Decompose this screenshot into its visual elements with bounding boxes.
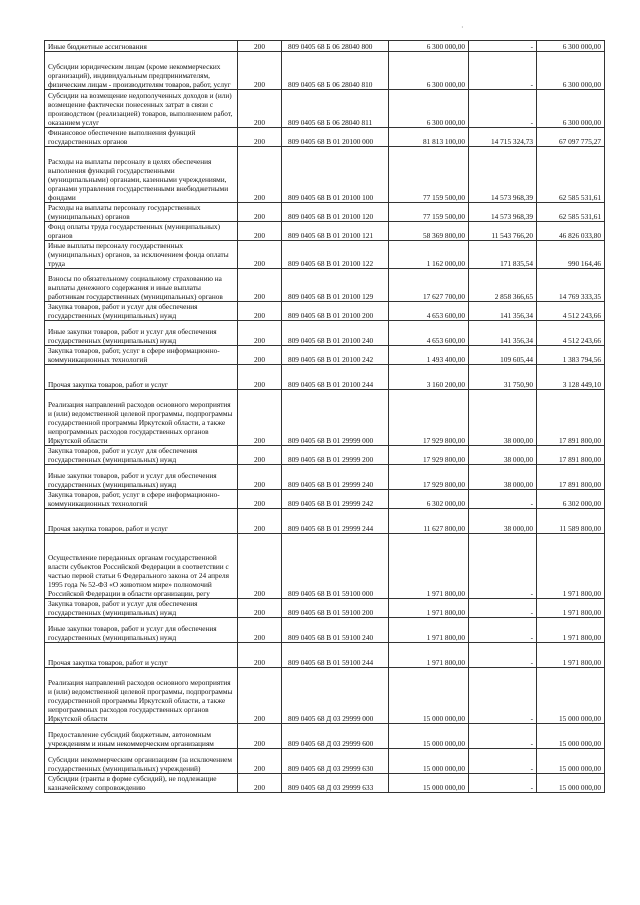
table-row: [45, 52, 605, 90]
row-amount-approved: 1 493 400,00: [389, 346, 469, 365]
row-classification: 809 0405 68 В 01 20100 240: [282, 321, 389, 346]
row-name: Закупка товаров, работ и услуг для обеспечения государственных (муниципальных) нужд: [45, 599, 238, 618]
row-name: Реализация направлений расходов основного мероприятия и (или) ведомственной целевой программы, подпрограммы государственной программы Иркутской области, а также непрограммных расходов государственных органов Иркутской области: [45, 390, 238, 446]
row-code: 200: [238, 269, 282, 302]
table-row: [45, 724, 605, 749]
row-amount-executed: 109 605,44: [469, 346, 537, 365]
row-amount-executed: -: [469, 618, 537, 643]
row-code: 200: [238, 465, 282, 490]
table-row: [45, 241, 605, 269]
row-classification: 809 0405 68 В 01 20100 244: [282, 365, 389, 390]
row-amount-remaining: 3 128 449,10: [537, 365, 605, 390]
row-amount-remaining: 990 164,46: [537, 241, 605, 269]
row-name: Субсидии юридическим лицам (кроме некоммерческих организаций), индивидуальным предпринимателям, физическим лицам - производителям товаров, работ, услуг: [45, 52, 238, 90]
row-name: Субсидии (гранты в форме субсидий), не подлежащие казначейскому сопровождению: [45, 774, 238, 793]
row-code: 200: [238, 534, 282, 599]
row-name: Прочая закупка товаров, работ и услуг: [45, 365, 238, 390]
row-code: 200: [238, 618, 282, 643]
row-classification: 809 0405 68 В 01 20100 200: [282, 302, 389, 321]
row-amount-remaining: 62 585 531,61: [537, 147, 605, 203]
row-amount-approved: 81 813 100,00: [389, 128, 469, 147]
row-amount-approved: 15 000 000,00: [389, 724, 469, 749]
table-row: [45, 774, 605, 793]
row-amount-executed: -: [469, 52, 537, 90]
row-amount-remaining: 6 302 000,00: [537, 490, 605, 509]
row-name: Реализация направлений расходов основного мероприятия и (или) ведомственной целевой программы, подпрограммы государственной программы Иркутской области, а также непрограммных расходов государственных органов Иркутской области: [45, 668, 238, 724]
row-amount-approved: 77 159 500,00: [389, 147, 469, 203]
row-code: 200: [238, 302, 282, 321]
row-amount-executed: 141 356,34: [469, 302, 537, 321]
table-row: [45, 365, 605, 390]
row-amount-approved: 6 300 000,00: [389, 41, 469, 52]
row-code: 200: [238, 41, 282, 52]
row-name: Расходы на выплаты персоналу государственных (муниципальных) органов: [45, 203, 238, 222]
row-amount-executed: 14 573 968,39: [469, 147, 537, 203]
row-name: Прочая закупка товаров, работ и услуг: [45, 509, 238, 534]
row-name: Осуществление переданных органам государственной власти субъектов Российской Федерации в соответствии с частью первой статьи 6 Федерального закона от 24 апреля 1995 года № 52-ФЗ «О животном мире» полномочий Российской Федерации в области организации, регу: [45, 534, 238, 599]
row-amount-remaining: 17 891 800,00: [537, 465, 605, 490]
row-amount-approved: 15 000 000,00: [389, 749, 469, 774]
row-amount-executed: 31 750,90: [469, 365, 537, 390]
row-amount-approved: 1 971 800,00: [389, 534, 469, 599]
row-name: Фонд оплаты труда государственных (муниципальных) органов: [45, 222, 238, 241]
table-row: [45, 618, 605, 643]
row-amount-executed: 14 715 324,73: [469, 128, 537, 147]
row-classification: 809 0405 68 В 01 59100 240: [282, 618, 389, 643]
row-classification: 809 0405 68 Б 06 28040 811: [282, 90, 389, 128]
table-row: [45, 222, 605, 241]
row-classification: 809 0405 68 Д 03 29999 000: [282, 668, 389, 724]
row-name: Иные закупки товаров, работ и услуг для обеспечения государственных (муниципальных) нужд: [45, 618, 238, 643]
row-amount-approved: 15 000 000,00: [389, 668, 469, 724]
row-amount-remaining: 1 971 800,00: [537, 643, 605, 668]
row-classification: 809 0405 68 В 01 29999 242: [282, 490, 389, 509]
row-amount-remaining: 17 891 800,00: [537, 390, 605, 446]
row-amount-approved: 1 971 800,00: [389, 643, 469, 668]
row-classification: 809 0405 68 В 01 29999 240: [282, 465, 389, 490]
row-amount-approved: 17 929 800,00: [389, 446, 469, 465]
row-amount-approved: 58 369 800,00: [389, 222, 469, 241]
row-amount-executed: -: [469, 724, 537, 749]
row-amount-remaining: 15 000 000,00: [537, 749, 605, 774]
budget-table: [44, 40, 605, 793]
row-amount-remaining: 1 971 800,00: [537, 534, 605, 599]
row-amount-remaining: 11 589 800,00: [537, 509, 605, 534]
row-code: 200: [238, 52, 282, 90]
row-code: 200: [238, 90, 282, 128]
table-row: [45, 128, 605, 147]
row-name: Субсидии на возмещение недополученных доходов и (или) возмещение фактически понесенных затрат в связи с производством (реализацией) товаров, выполнением работ, оказанием услуг: [45, 90, 238, 128]
row-amount-executed: -: [469, 668, 537, 724]
table-row: [45, 390, 605, 446]
row-amount-remaining: 1 383 794,56: [537, 346, 605, 365]
row-name: Закупка товаров, работ и услуг для обеспечения государственных (муниципальных) нужд: [45, 446, 238, 465]
row-amount-remaining: 4 512 243,66: [537, 321, 605, 346]
row-amount-executed: -: [469, 90, 537, 128]
row-code: 200: [238, 724, 282, 749]
row-code: 200: [238, 241, 282, 269]
row-amount-executed: 14 573 968,39: [469, 203, 537, 222]
table-row: [45, 269, 605, 302]
row-amount-executed: -: [469, 534, 537, 599]
row-code: 200: [238, 147, 282, 203]
row-name: Иные выплаты персоналу государственных (муниципальных) органов, за исключением фонда оплаты труда: [45, 241, 238, 269]
row-amount-executed: -: [469, 41, 537, 52]
row-amount-remaining: 46 826 033,80: [537, 222, 605, 241]
table-row: [45, 465, 605, 490]
table-row: [45, 599, 605, 618]
row-amount-approved: 17 929 800,00: [389, 465, 469, 490]
table-row: [45, 668, 605, 724]
row-classification: 809 0405 68 Д 03 29999 633: [282, 774, 389, 793]
table-row: [45, 41, 605, 52]
row-classification: 809 0405 68 В 01 20100 121: [282, 222, 389, 241]
row-code: 200: [238, 643, 282, 668]
row-classification: 809 0405 68 В 01 20100 100: [282, 147, 389, 203]
row-name: Закупка товаров, работ, услуг в сфере информационно-коммуникационных технологий: [45, 490, 238, 509]
row-code: 200: [238, 599, 282, 618]
table-row: [45, 147, 605, 203]
row-amount-executed: 38 000,00: [469, 509, 537, 534]
row-code: 200: [238, 749, 282, 774]
row-amount-approved: 1 971 800,00: [389, 618, 469, 643]
row-name: Финансовое обеспечение выполнения функций государственных органов: [45, 128, 238, 147]
row-code: 200: [238, 321, 282, 346]
table-row: [45, 643, 605, 668]
row-code: 200: [238, 446, 282, 465]
table-row: [45, 509, 605, 534]
row-amount-executed: -: [469, 774, 537, 793]
row-amount-approved: 17 929 800,00: [389, 390, 469, 446]
row-amount-approved: 3 160 200,00: [389, 365, 469, 390]
row-code: 200: [238, 222, 282, 241]
row-classification: 809 0405 68 В 01 20100 000: [282, 128, 389, 147]
table-row: [45, 749, 605, 774]
table-row: [45, 346, 605, 365]
row-code: 200: [238, 668, 282, 724]
row-amount-remaining: 6 300 000,00: [537, 90, 605, 128]
row-classification: 809 0405 68 В 01 20100 129: [282, 269, 389, 302]
row-amount-remaining: 4 512 243,66: [537, 302, 605, 321]
row-name: Закупка товаров, работ, услуг в сфере информационно-коммуникационных технологий: [45, 346, 238, 365]
row-name: Прочая закупка товаров, работ и услуг: [45, 643, 238, 668]
row-amount-executed: -: [469, 490, 537, 509]
table-row: [45, 90, 605, 128]
row-amount-remaining: 14 769 333,35: [537, 269, 605, 302]
row-amount-executed: -: [469, 643, 537, 668]
row-amount-approved: 6 300 000,00: [389, 52, 469, 90]
row-name: Взносы по обязательному социальному страхованию на выплаты денежного содержания и иные выплаты работникам государственных (муниципальных) органов: [45, 269, 238, 302]
row-amount-executed: 38 000,00: [469, 390, 537, 446]
row-name: Иные закупки товаров, работ и услуг для обеспечения государственных (муниципальных) нужд: [45, 321, 238, 346]
row-name: Предоставление субсидий бюджетным, автономным учреждениям и иным некоммерческим организациям: [45, 724, 238, 749]
row-classification: 809 0405 68 В 01 29999 244: [282, 509, 389, 534]
row-amount-approved: 15 000 000,00: [389, 774, 469, 793]
row-amount-approved: 11 627 800,00: [389, 509, 469, 534]
row-classification: 809 0405 68 В 01 59100 000: [282, 534, 389, 599]
scan-mark: ·: [461, 23, 464, 32]
row-amount-remaining: 1 971 800,00: [537, 618, 605, 643]
row-amount-approved: 6 302 000,00: [389, 490, 469, 509]
row-classification: 809 0405 68 Д 03 29999 630: [282, 749, 389, 774]
row-amount-executed: -: [469, 599, 537, 618]
row-amount-remaining: 6 300 000,00: [537, 52, 605, 90]
row-amount-remaining: 6 300 000,00: [537, 41, 605, 52]
row-code: 200: [238, 490, 282, 509]
row-code: 200: [238, 390, 282, 446]
row-amount-executed: 2 858 366,65: [469, 269, 537, 302]
table-row: [45, 302, 605, 321]
row-classification: 809 0405 68 В 01 29999 200: [282, 446, 389, 465]
row-amount-approved: 1 971 800,00: [389, 599, 469, 618]
row-amount-remaining: 67 097 775,27: [537, 128, 605, 147]
row-name: Расходы на выплаты персоналу в целях обеспечения выполнения функций государственными (муниципальными) органами, казенными учреждениями, органами управления государственными внебюджетными фондами: [45, 147, 238, 203]
table-row: [45, 534, 605, 599]
row-amount-approved: 4 653 600,00: [389, 302, 469, 321]
row-amount-approved: 4 653 600,00: [389, 321, 469, 346]
row-classification: 809 0405 68 Б 06 28040 800: [282, 41, 389, 52]
row-amount-remaining: 17 891 800,00: [537, 446, 605, 465]
row-classification: 809 0405 68 Д 03 29999 600: [282, 724, 389, 749]
row-classification: 809 0405 68 В 01 59100 244: [282, 643, 389, 668]
row-name: Иные бюджетные ассигнования: [45, 41, 238, 52]
table-row: [45, 446, 605, 465]
table-row: [45, 203, 605, 222]
row-classification: 809 0405 68 В 01 20100 242: [282, 346, 389, 365]
row-amount-remaining: 1 971 800,00: [537, 599, 605, 618]
row-classification: 809 0405 68 В 01 59100 200: [282, 599, 389, 618]
row-classification: 809 0405 68 В 01 20100 120: [282, 203, 389, 222]
row-amount-remaining: 15 000 000,00: [537, 668, 605, 724]
table-row: [45, 321, 605, 346]
row-amount-approved: 77 159 500,00: [389, 203, 469, 222]
row-name: Закупка товаров, работ и услуг для обеспечения государственных (муниципальных) нужд: [45, 302, 238, 321]
row-classification: 809 0405 68 В 01 29999 000: [282, 390, 389, 446]
row-code: 200: [238, 346, 282, 365]
table-row: [45, 490, 605, 509]
row-amount-executed: 171 835,54: [469, 241, 537, 269]
row-name: Иные закупки товаров, работ и услуг для обеспечения государственных (муниципальных) нужд: [45, 465, 238, 490]
row-code: 200: [238, 365, 282, 390]
row-amount-executed: 38 000,00: [469, 465, 537, 490]
row-code: 200: [238, 509, 282, 534]
row-amount-executed: 38 000,00: [469, 446, 537, 465]
row-amount-executed: 11 543 766,20: [469, 222, 537, 241]
row-code: 200: [238, 203, 282, 222]
row-amount-executed: 141 356,34: [469, 321, 537, 346]
row-code: 200: [238, 774, 282, 793]
row-amount-approved: 1 162 000,00: [389, 241, 469, 269]
row-amount-approved: 6 300 000,00: [389, 90, 469, 128]
row-amount-approved: 17 627 700,00: [389, 269, 469, 302]
row-classification: 809 0405 68 Б 06 28040 810: [282, 52, 389, 90]
row-amount-remaining: 62 585 531,61: [537, 203, 605, 222]
row-amount-remaining: 15 000 000,00: [537, 774, 605, 793]
budget-table-body: [45, 41, 605, 793]
row-name: Субсидии некоммерческим организациям (за исключением государственных (муниципальных) учреждений): [45, 749, 238, 774]
row-amount-executed: -: [469, 749, 537, 774]
row-classification: 809 0405 68 В 01 20100 122: [282, 241, 389, 269]
row-code: 200: [238, 128, 282, 147]
row-amount-remaining: 15 000 000,00: [537, 724, 605, 749]
